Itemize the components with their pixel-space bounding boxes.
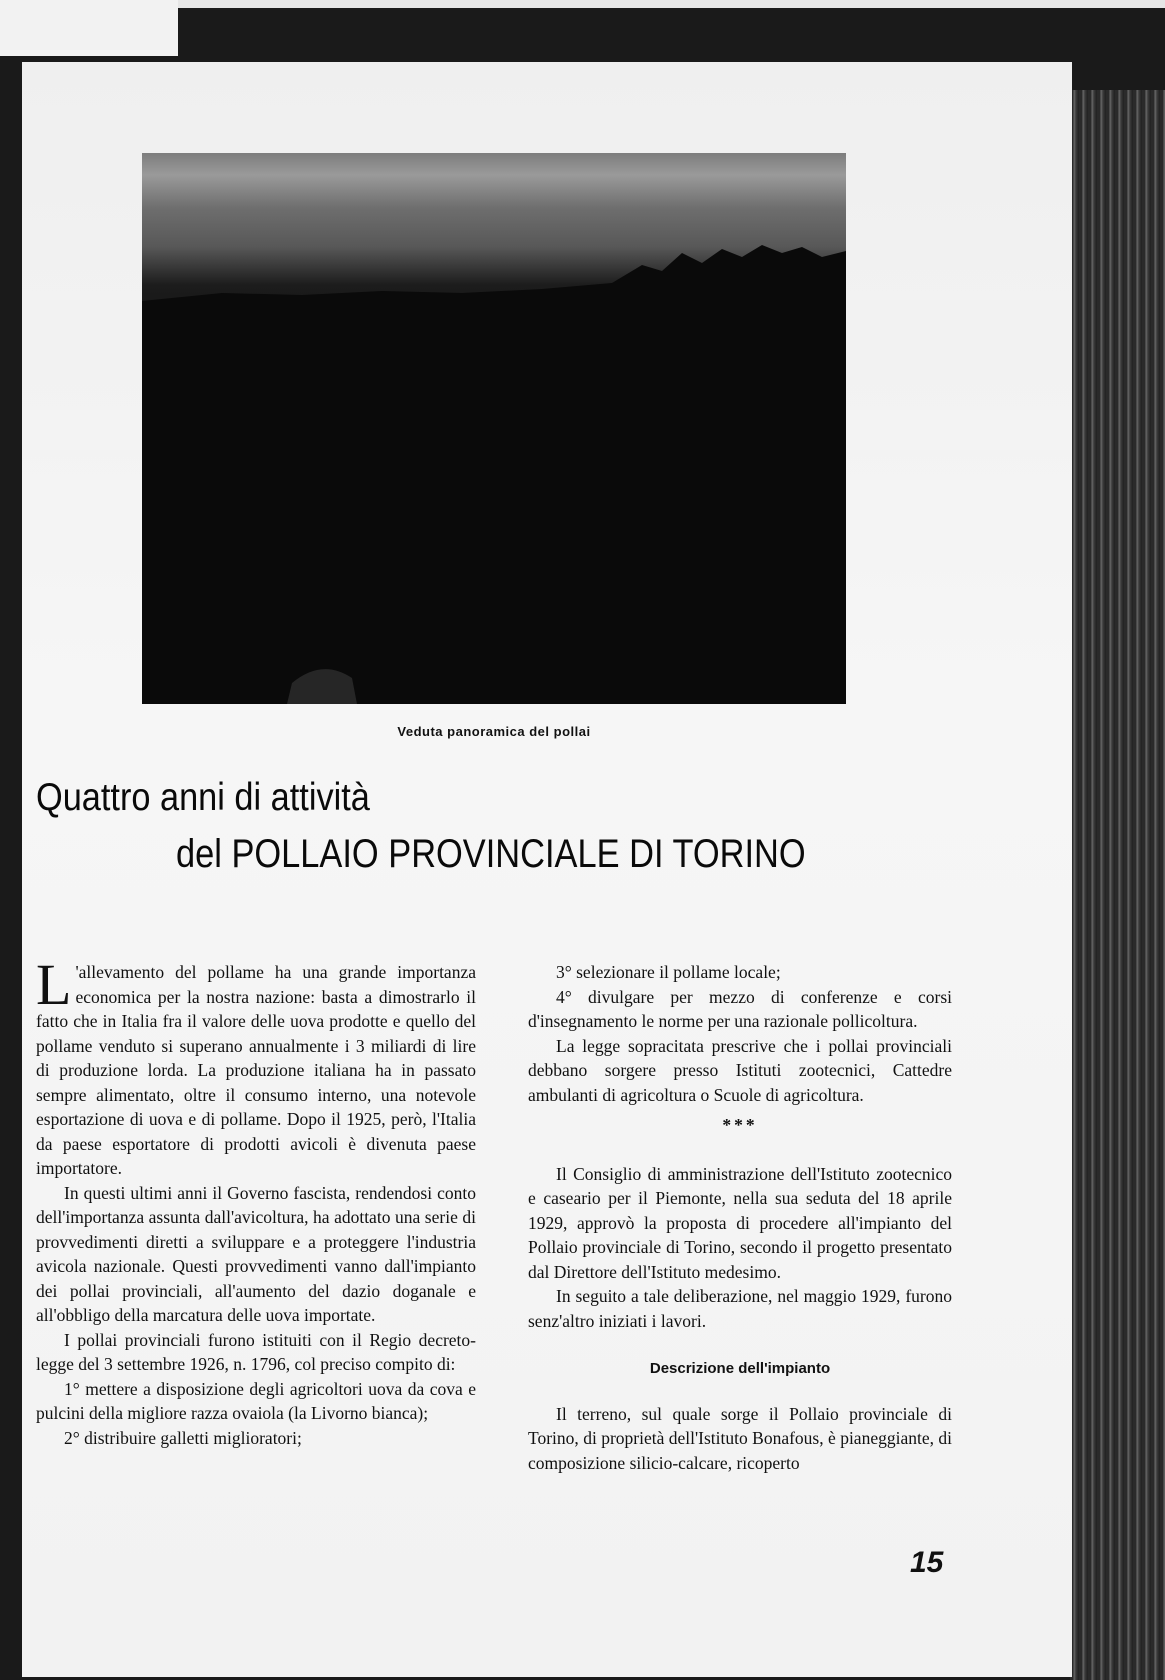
paragraph [36, 952, 476, 1181]
left-text-column [36, 952, 476, 1450]
paragraph: In seguito a tale deliberazione, nel maggio 1929, furono senz'altro iniziati i lavori. [528, 1286, 952, 1331]
book-page-edges [1070, 90, 1165, 1680]
section-heading: Descrizione dell'impianto [649, 1360, 831, 1377]
page-number: 15 [910, 1546, 944, 1579]
list-item: 1° mettere a disposizione degli agricoltori uova da cova e pulcini della migliore razza ovaiola (la Livorno bianca); [36, 1378, 476, 1423]
paragraph-text: 'allevamento del pollame ha una grande importanza economica per la nostra nazione: basta a dimostrarlo il fatto che in Italia fra il valore delle uova prodotte e quello del pollame venduto si superano annualmente i 3 miliardi di lire di produzione lorda. La produzione italiana ha in passato sempre alimentato, oltre il consumo interno, una notevole esportazione di uova e di pollame. Dopo il 1925, però, l'Italia da paese esportatore di prodotti avicoli è divenuta paese importatore. [36, 962, 476, 1178]
article-title-line-1: Quattro anni di attività [36, 776, 370, 819]
panoramic-photo [142, 153, 846, 704]
paragraph: I pollai provinciali furono istituiti con il Regio decreto-legge del 3 settembre 1926, n. 1796, col preciso compito di: [36, 1329, 476, 1374]
tree-line-silhouette [142, 153, 846, 704]
paragraph: Il terreno, sul quale sorge il Pollaio provinciale di Torino, di proprietà dell'Istituto Bonafous, è pianeggiante, di composizione silicio-calcare, ricoperto [528, 1403, 952, 1473]
list-item: 4° divulgare per mezzo di conferenze e corsi d'insegnamento le norme per una razionale pollicoltura. [528, 986, 952, 1031]
scan-margin [0, 0, 178, 56]
section-separator: *** [722, 1115, 758, 1135]
list-item: 3° selezionare il pollame locale; [556, 962, 781, 982]
list-item: 2° distribuire galletti miglioratori; [64, 1427, 302, 1448]
drop-cap: L [36, 952, 72, 1017]
paragraph: Il Consiglio di amministrazione dell'Istituto zootecnico e caseario per il Piemonte, nella sua seduta del 18 aprile 1929, approvò la proposta di procedere all'impianto del Pollaio provinciale di Torino, secondo il progetto presentato dal Direttore dell'Istituto medesimo. [528, 1163, 952, 1282]
paragraph: In questi ultimi anni il Governo fascista, rendendosi conto dell'importanza assunta dall'avicoltura, ha adottato una serie di provvedimenti diretti a sviluppare e a proteggere l'industria avicola nazionale. Questi provvedimenti vanno dall'impianto dei pollai provinciali, all'aumento del dazio doganale e all'obbligo della marcatura delle uova importate. [36, 1182, 476, 1325]
paragraph: La legge sopracitata prescrive che i pollai provinciali debbano sorgere presso Istituti zootecnici, Cattedre ambulanti di agricoltura o Scuole di agricoltura. [528, 1035, 952, 1105]
right-text-column [528, 960, 952, 1475]
photo-caption: Veduta panoramica del pollai [397, 724, 591, 739]
scan-edge [178, 0, 1165, 8]
article-title-line-2: del POLLAIO PROVINCIALE DI TORINO [176, 832, 806, 876]
